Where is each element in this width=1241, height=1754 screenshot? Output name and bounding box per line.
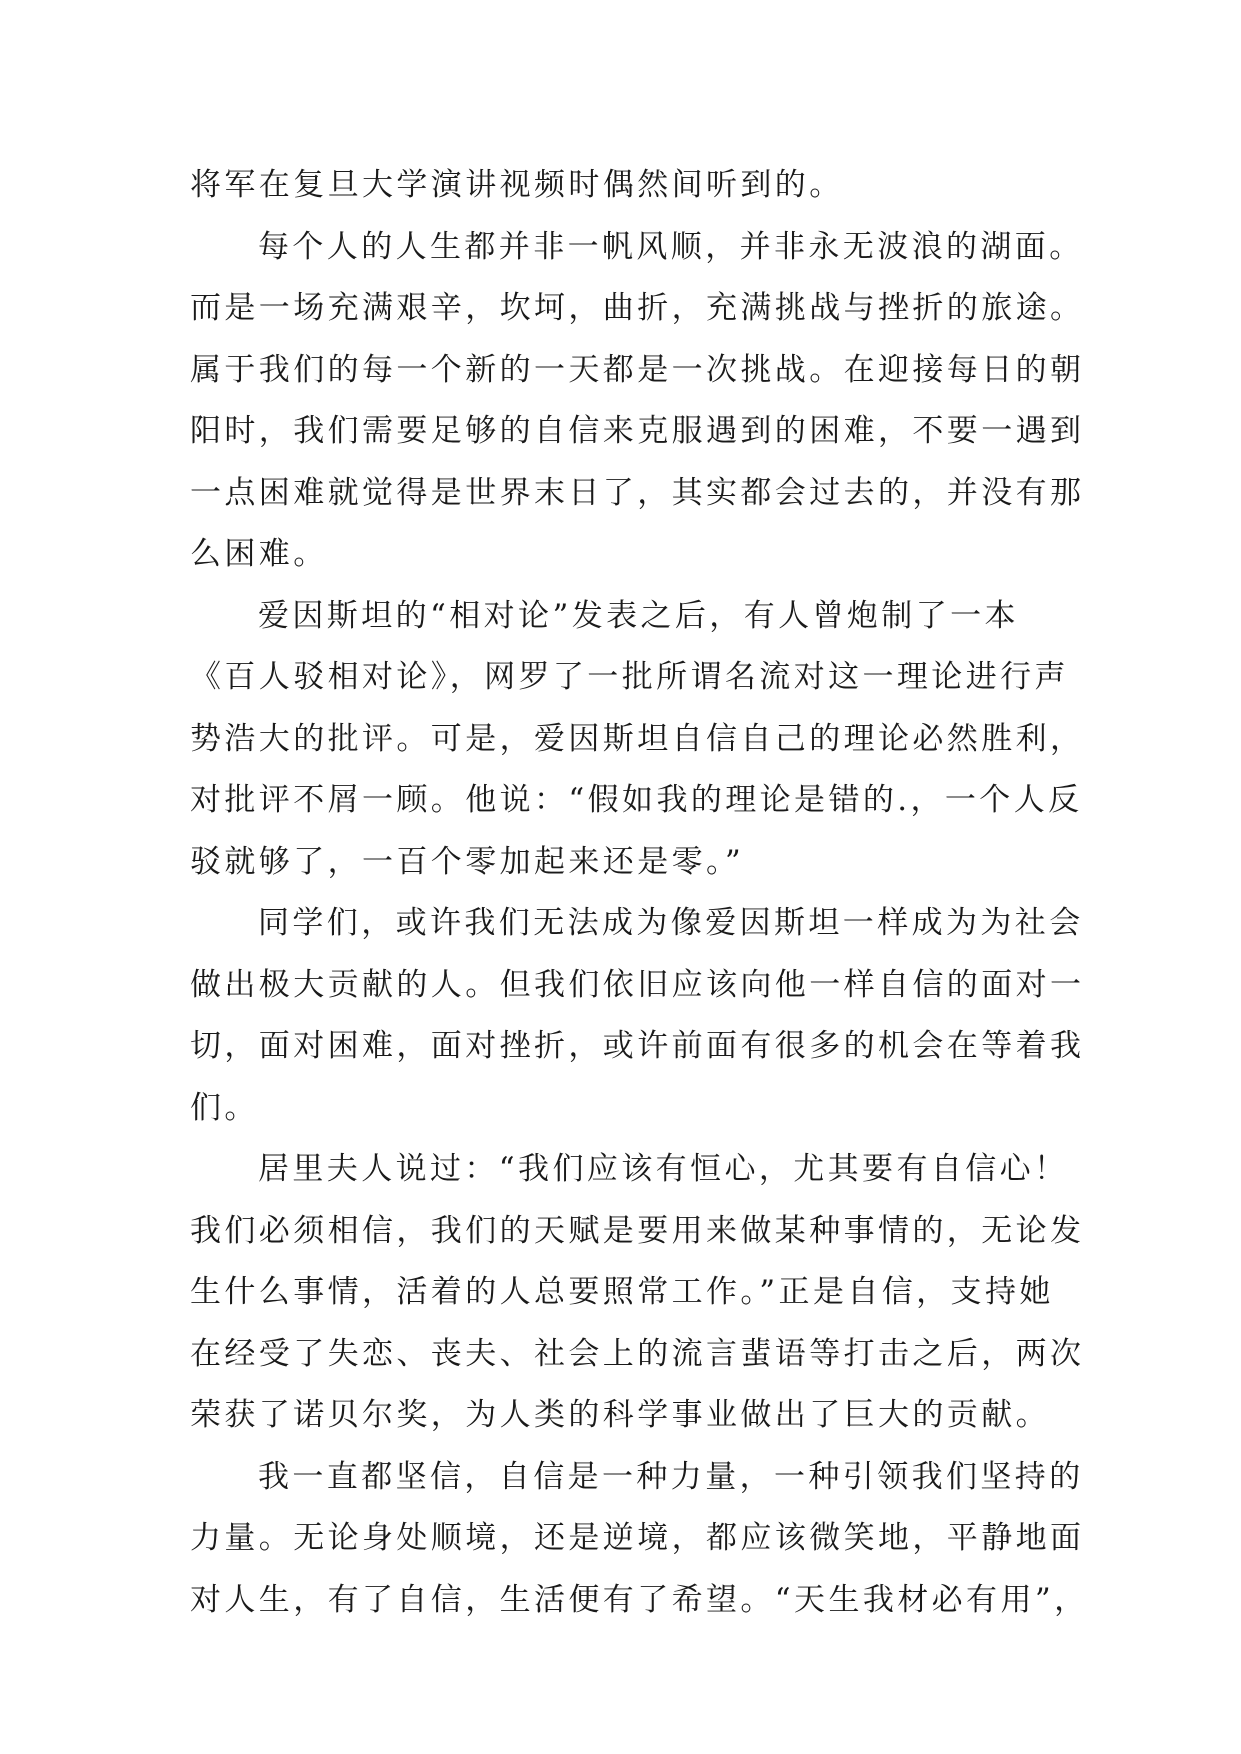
text-line: 驳就够了，一百个零加起来还是零。” xyxy=(190,843,745,880)
text-line: 一点困难就觉得是世界末日了，其实都会过去的，并没有那 xyxy=(190,474,1085,511)
text-line: 么困难。 xyxy=(190,536,328,572)
document-body xyxy=(190,155,1089,1631)
text-line: 在经受了失恋、丧夫、社会上的流言蜚语等打击之后，两次 xyxy=(190,1335,1085,1372)
paragraph-first-line: 每个人的人生都并非一帆风顺，并非永无波浪的湖面。 xyxy=(258,228,1084,265)
text-line: 对批评不屑一顾。他说：“假如我的理论是错的.，一个人反 xyxy=(190,782,1083,818)
text-line: 我们必须相信，我们的天赋是要用来做某种事情的，无论发 xyxy=(190,1212,1085,1249)
text-line: 生什么事情，活着的人总要照常工作。”正是自信，支持她 xyxy=(190,1274,1054,1310)
paragraph-first-line: 我一直都坚信，自信是一种力量，一种引领我们坚持的 xyxy=(258,1458,1084,1495)
text-line: 阳时，我们需要足够的自信来克服遇到的困难，不要一遇到 xyxy=(190,413,1085,449)
paragraph-first-line: 爱因斯坦的“相对论”发表之后，有人曾炮制了一本 xyxy=(258,597,1019,634)
text-line: 势浩大的批评。可是，爱因斯坦自信自己的理论必然胜利， xyxy=(190,720,1085,757)
text-line: 将军在复旦大学演讲视频时偶然间听到的。 xyxy=(190,167,844,203)
text-line: 力量。无论身处顺境，还是逆境，都应该微笑地，平静地面 xyxy=(190,1520,1085,1556)
text-line: 切，面对困难，面对挫折，或许前面有很多的机会在等着我 xyxy=(190,1028,1085,1064)
text-line: 《百人驳相对论》，网罗了一批所谓名流对这一理论进行声 xyxy=(190,659,1069,695)
text-line: 荣获了诺贝尔奖，为人类的科学事业做出了巨大的贡献。 xyxy=(190,1397,1050,1433)
text-line: 属于我们的每一个新的一天都是一次挑战。在迎接每日的朝 xyxy=(190,351,1085,388)
text-line: 们。 xyxy=(190,1089,259,1126)
text-line: 做出极大贡献的人。但我们依旧应该向他一样自信的面对一 xyxy=(190,966,1085,1003)
paragraph-first-line: 同学们，或许我们无法成为像爱因斯坦一样成为为社会 xyxy=(258,905,1084,941)
text-line: 而是一场充满艰辛，坎坷，曲折，充满挑战与挫折的旅途。 xyxy=(190,290,1085,326)
text-line: 对人生，有了自信，生活便有了希望。“天生我材必有用”， xyxy=(190,1581,1089,1618)
paragraph-first-line: 居里夫人说过：“我们应该有恒心，尤其要有自信心！ xyxy=(258,1151,1069,1187)
